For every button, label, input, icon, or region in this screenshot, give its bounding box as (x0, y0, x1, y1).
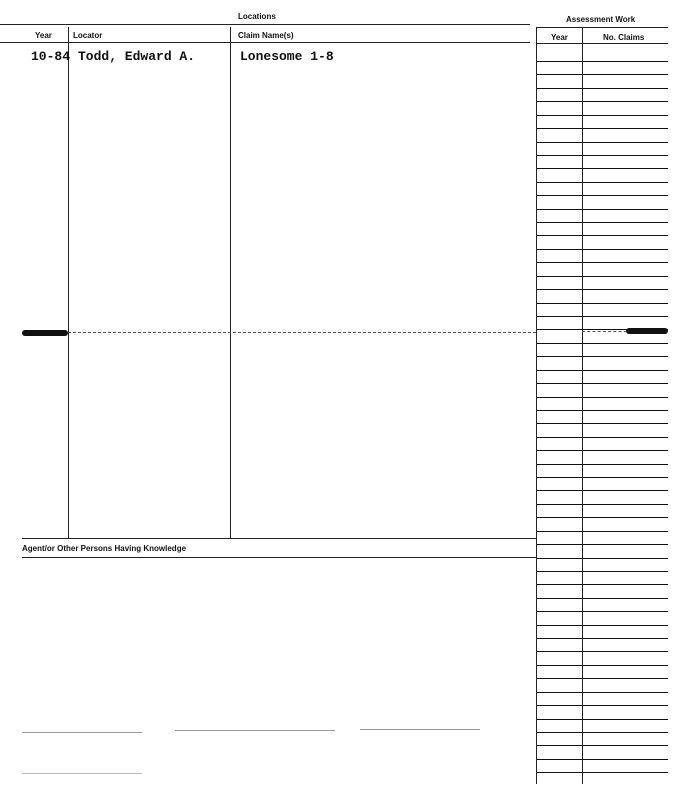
aw-top-rule (537, 27, 668, 28)
assessment-work-row-line (537, 625, 668, 626)
fold-crease-right (582, 331, 632, 332)
assessment-work-row-line (537, 410, 668, 411)
row-claim-name: Lonesome 1-8 (240, 49, 334, 64)
fold-crease-line (68, 332, 536, 333)
assessment-work-row-line (537, 437, 668, 438)
row-locator: Todd, Edward A. (78, 49, 196, 64)
assessment-work-row-line (537, 504, 668, 505)
scan-artifact-line (175, 730, 335, 731)
assessment-work-row-line (537, 235, 668, 236)
assessment-work-row-line (537, 450, 668, 451)
assessment-work-row-line (537, 571, 668, 572)
locator-column-divider (68, 27, 69, 538)
assessment-work-row-line (537, 329, 668, 330)
assessment-work-row-line (537, 182, 668, 183)
assessment-work-row-line (537, 61, 668, 62)
assessment-work-row-line (537, 423, 668, 424)
aw-left-border (536, 27, 537, 784)
assessment-work-row-line (537, 745, 668, 746)
col-aw-year-header: Year (551, 33, 568, 42)
assessment-work-row-line (537, 719, 668, 720)
assessment-work-row-line (537, 168, 668, 169)
assessment-work-row-line (537, 544, 668, 545)
assessment-work-row-line (537, 517, 668, 518)
assessment-work-row-line (537, 101, 668, 102)
assessment-work-row-line (537, 598, 668, 599)
assessment-work-row-line (537, 772, 668, 773)
assessment-work-row-line (537, 289, 668, 290)
agent-label: Agent/or Other Persons Having Knowledge (22, 544, 187, 553)
assessment-work-row-line (537, 732, 668, 733)
col-claim-names-header: Claim Name(s) (238, 31, 294, 40)
scan-artifact-line (22, 732, 142, 733)
assessment-work-row-line (537, 638, 668, 639)
assessment-work-row-line (537, 558, 668, 559)
assessment-work-row-line (537, 584, 668, 585)
assessment-work-row-line (537, 74, 668, 75)
assessment-work-row-line (537, 531, 668, 532)
locations-header: Locations (238, 12, 276, 21)
assessment-work-row-line (537, 128, 668, 129)
agent-label-rule (22, 557, 536, 558)
assessment-work-row-line (537, 222, 668, 223)
assessment-work-row-line (537, 490, 668, 491)
assessment-work-row-line (537, 705, 668, 706)
assessment-work-row-line (537, 249, 668, 250)
scan-artifact-line (360, 729, 480, 730)
assessment-work-row-line (537, 276, 668, 277)
assessment-work-row-line (537, 303, 668, 304)
assessment-work-row-line (537, 155, 668, 156)
assessment-work-row-line (537, 356, 668, 357)
assessment-work-row-line (537, 665, 668, 666)
assessment-work-row-line (537, 88, 668, 89)
aw-header-bottom-rule (537, 43, 668, 44)
col-aw-no-claims-header: No. Claims (603, 33, 645, 42)
assessment-work-row-line (537, 611, 668, 612)
fold-mark-left (22, 330, 68, 336)
assessment-work-row-line (537, 142, 668, 143)
assessment-work-row-line (537, 195, 668, 196)
table-bottom-rule (22, 538, 536, 539)
assessment-work-row-line (537, 651, 668, 652)
assessment-work-row-line (537, 209, 668, 210)
assessment-work-row-line (537, 759, 668, 760)
assessment-work-header: Assessment Work (566, 15, 636, 24)
assessment-work-row-line (537, 262, 668, 263)
header-top-rule (0, 24, 530, 25)
claim-column-divider (230, 27, 231, 538)
assessment-work-row-line (537, 464, 668, 465)
assessment-work-row-line (537, 316, 668, 317)
assessment-work-row-line (537, 678, 668, 679)
col-locator-header: Locator (73, 31, 103, 40)
assessment-work-row-line (537, 397, 668, 398)
assessment-work-row-line (537, 383, 668, 384)
header-bottom-rule (0, 42, 530, 43)
assessment-work-row-line (537, 115, 668, 116)
row-year: 10-84 (31, 49, 71, 64)
assessment-work-row-line (537, 477, 668, 478)
assessment-work-row-line (537, 343, 668, 344)
aw-middle-divider (582, 27, 583, 784)
assessment-work-row-line (537, 370, 668, 371)
scan-artifact-line (22, 773, 142, 774)
col-year-header: Year (35, 31, 52, 40)
assessment-work-row-line (537, 692, 668, 693)
